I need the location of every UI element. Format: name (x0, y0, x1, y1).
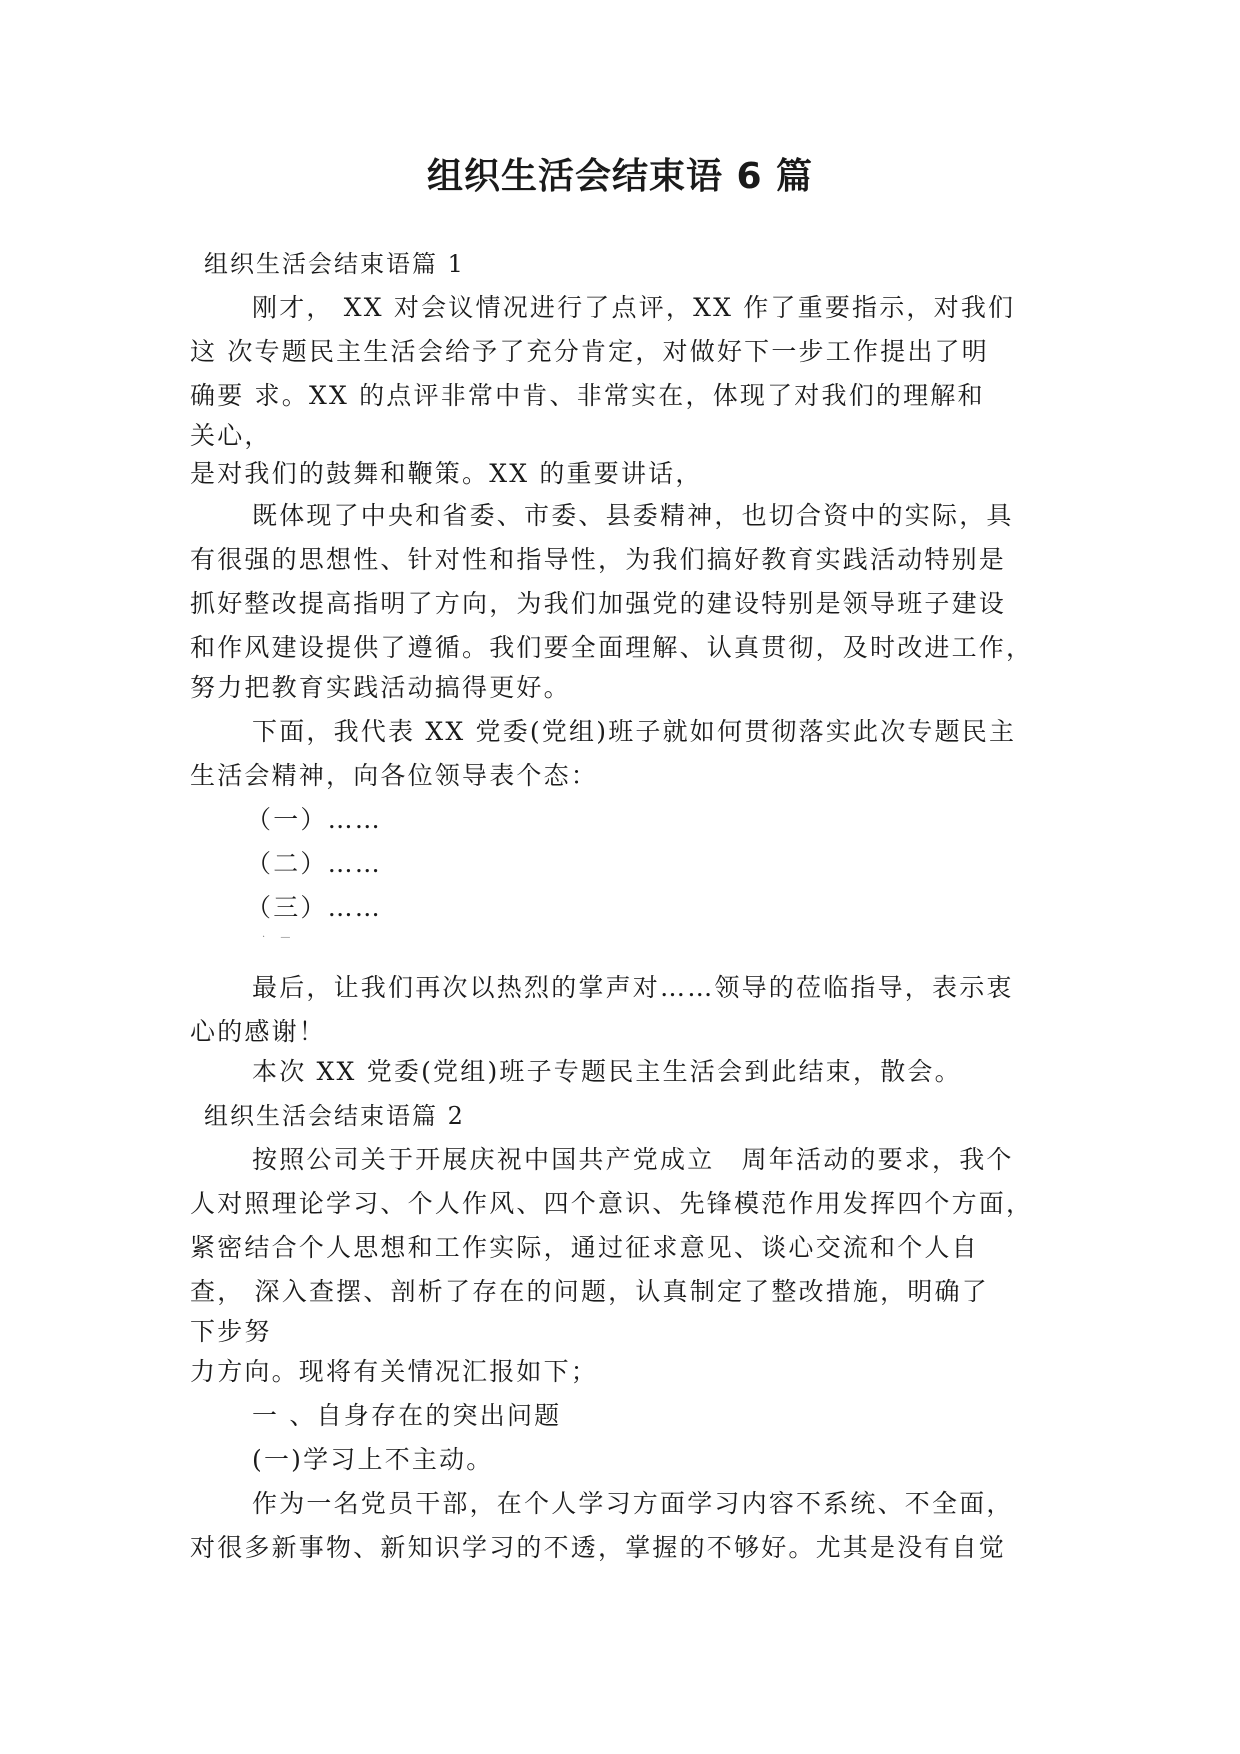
list-item: （一）…… (246, 805, 383, 834)
paragraph-line: 有很强的思想性、针对性和指导性，为我们搞好教育实践活动特别是 (190, 545, 1007, 574)
document-title: 组织生活会结束语 6 篇 (426, 156, 814, 197)
paragraph-line: 最后，让我们再次以热烈的掌声对……领导的莅临指导，表示衷 (252, 973, 1014, 1002)
paragraph-line: 生活会精神，向各位领导表个态： (190, 761, 599, 790)
paragraph-line: 紧密结合个人思想和工作实际，通过征求意见、谈心交流和个人自 (190, 1233, 979, 1262)
paragraph-line: 努力把教育实践活动搞得更好。 (190, 673, 571, 702)
paragraph-line: 是对我们的鼓舞和鞭策。XX 的重要讲话， (190, 459, 703, 488)
section-heading-2: 组织生活会结束语篇 2 (204, 1102, 465, 1130)
paragraph-line: 查， 深入查摆、剖析了存在的问题，认真制定了整改措施，明确了 (190, 1277, 989, 1306)
stray-mark: · — (262, 932, 297, 943)
paragraph-line: 力方向。现将有关情况汇报如下； (190, 1357, 599, 1386)
paragraph-line: 人对照理论学习、个人作风、四个意识、先锋模范作用发挥四个方面， (190, 1189, 1034, 1218)
list-item: （三）…… (246, 893, 383, 922)
paragraph-line: 下步努 (190, 1317, 272, 1346)
section-heading-1: 组织生活会结束语篇 1 (204, 250, 465, 278)
paragraph-line: 心的感谢！ (190, 1017, 327, 1046)
paragraph-line: 既体现了中央和省委、市委、县委精神，也切合资中的实际，具 (252, 501, 1014, 530)
paragraph-line: 下面，我代表 XX 党委(党组)班子就如何贯彻落实此次专题民主 (252, 717, 1017, 746)
paragraph-line: 刚才， XX 对会议情况进行了点评，XX 作了重要指示，对我们 (252, 293, 1016, 322)
paragraph-line: 和作风建设提供了遵循。我们要全面理解、认真贯彻，及时改进工作， (190, 633, 1034, 662)
list-item: （二）…… (246, 849, 383, 878)
paragraph-line: 按照公司关于开展庆祝中国共产党成立 周年活动的要求，我个 (252, 1145, 1014, 1174)
paragraph-line: 这 次专题民主生活会给予了充分肯定，对做好下一步工作提出了明 (190, 337, 989, 366)
paragraph-line: 抓好整改提高指明了方向，为我们加强党的建设特别是领导班子建设 (190, 589, 1007, 618)
paragraph-line: 作为一名党员干部，在个人学习方面学习内容不系统、不全面， (252, 1489, 1014, 1518)
paragraph-line: 确要 求。XX 的点评非常中肯、非常实在，体现了对我们的理解和 (190, 381, 985, 410)
subheading: (一)学习上不主动。 (252, 1445, 494, 1474)
paragraph-line: 本次 XX 党委(党组)班子专题民主生活会到此结束，散会。 (252, 1057, 962, 1086)
paragraph-line: 关心， (190, 421, 272, 450)
subheading: 一 、自身存在的突出问题 (252, 1401, 562, 1430)
paragraph-line: 对很多新事物、新知识学习的不透，掌握的不够好。尤其是没有自觉 (190, 1533, 1007, 1562)
